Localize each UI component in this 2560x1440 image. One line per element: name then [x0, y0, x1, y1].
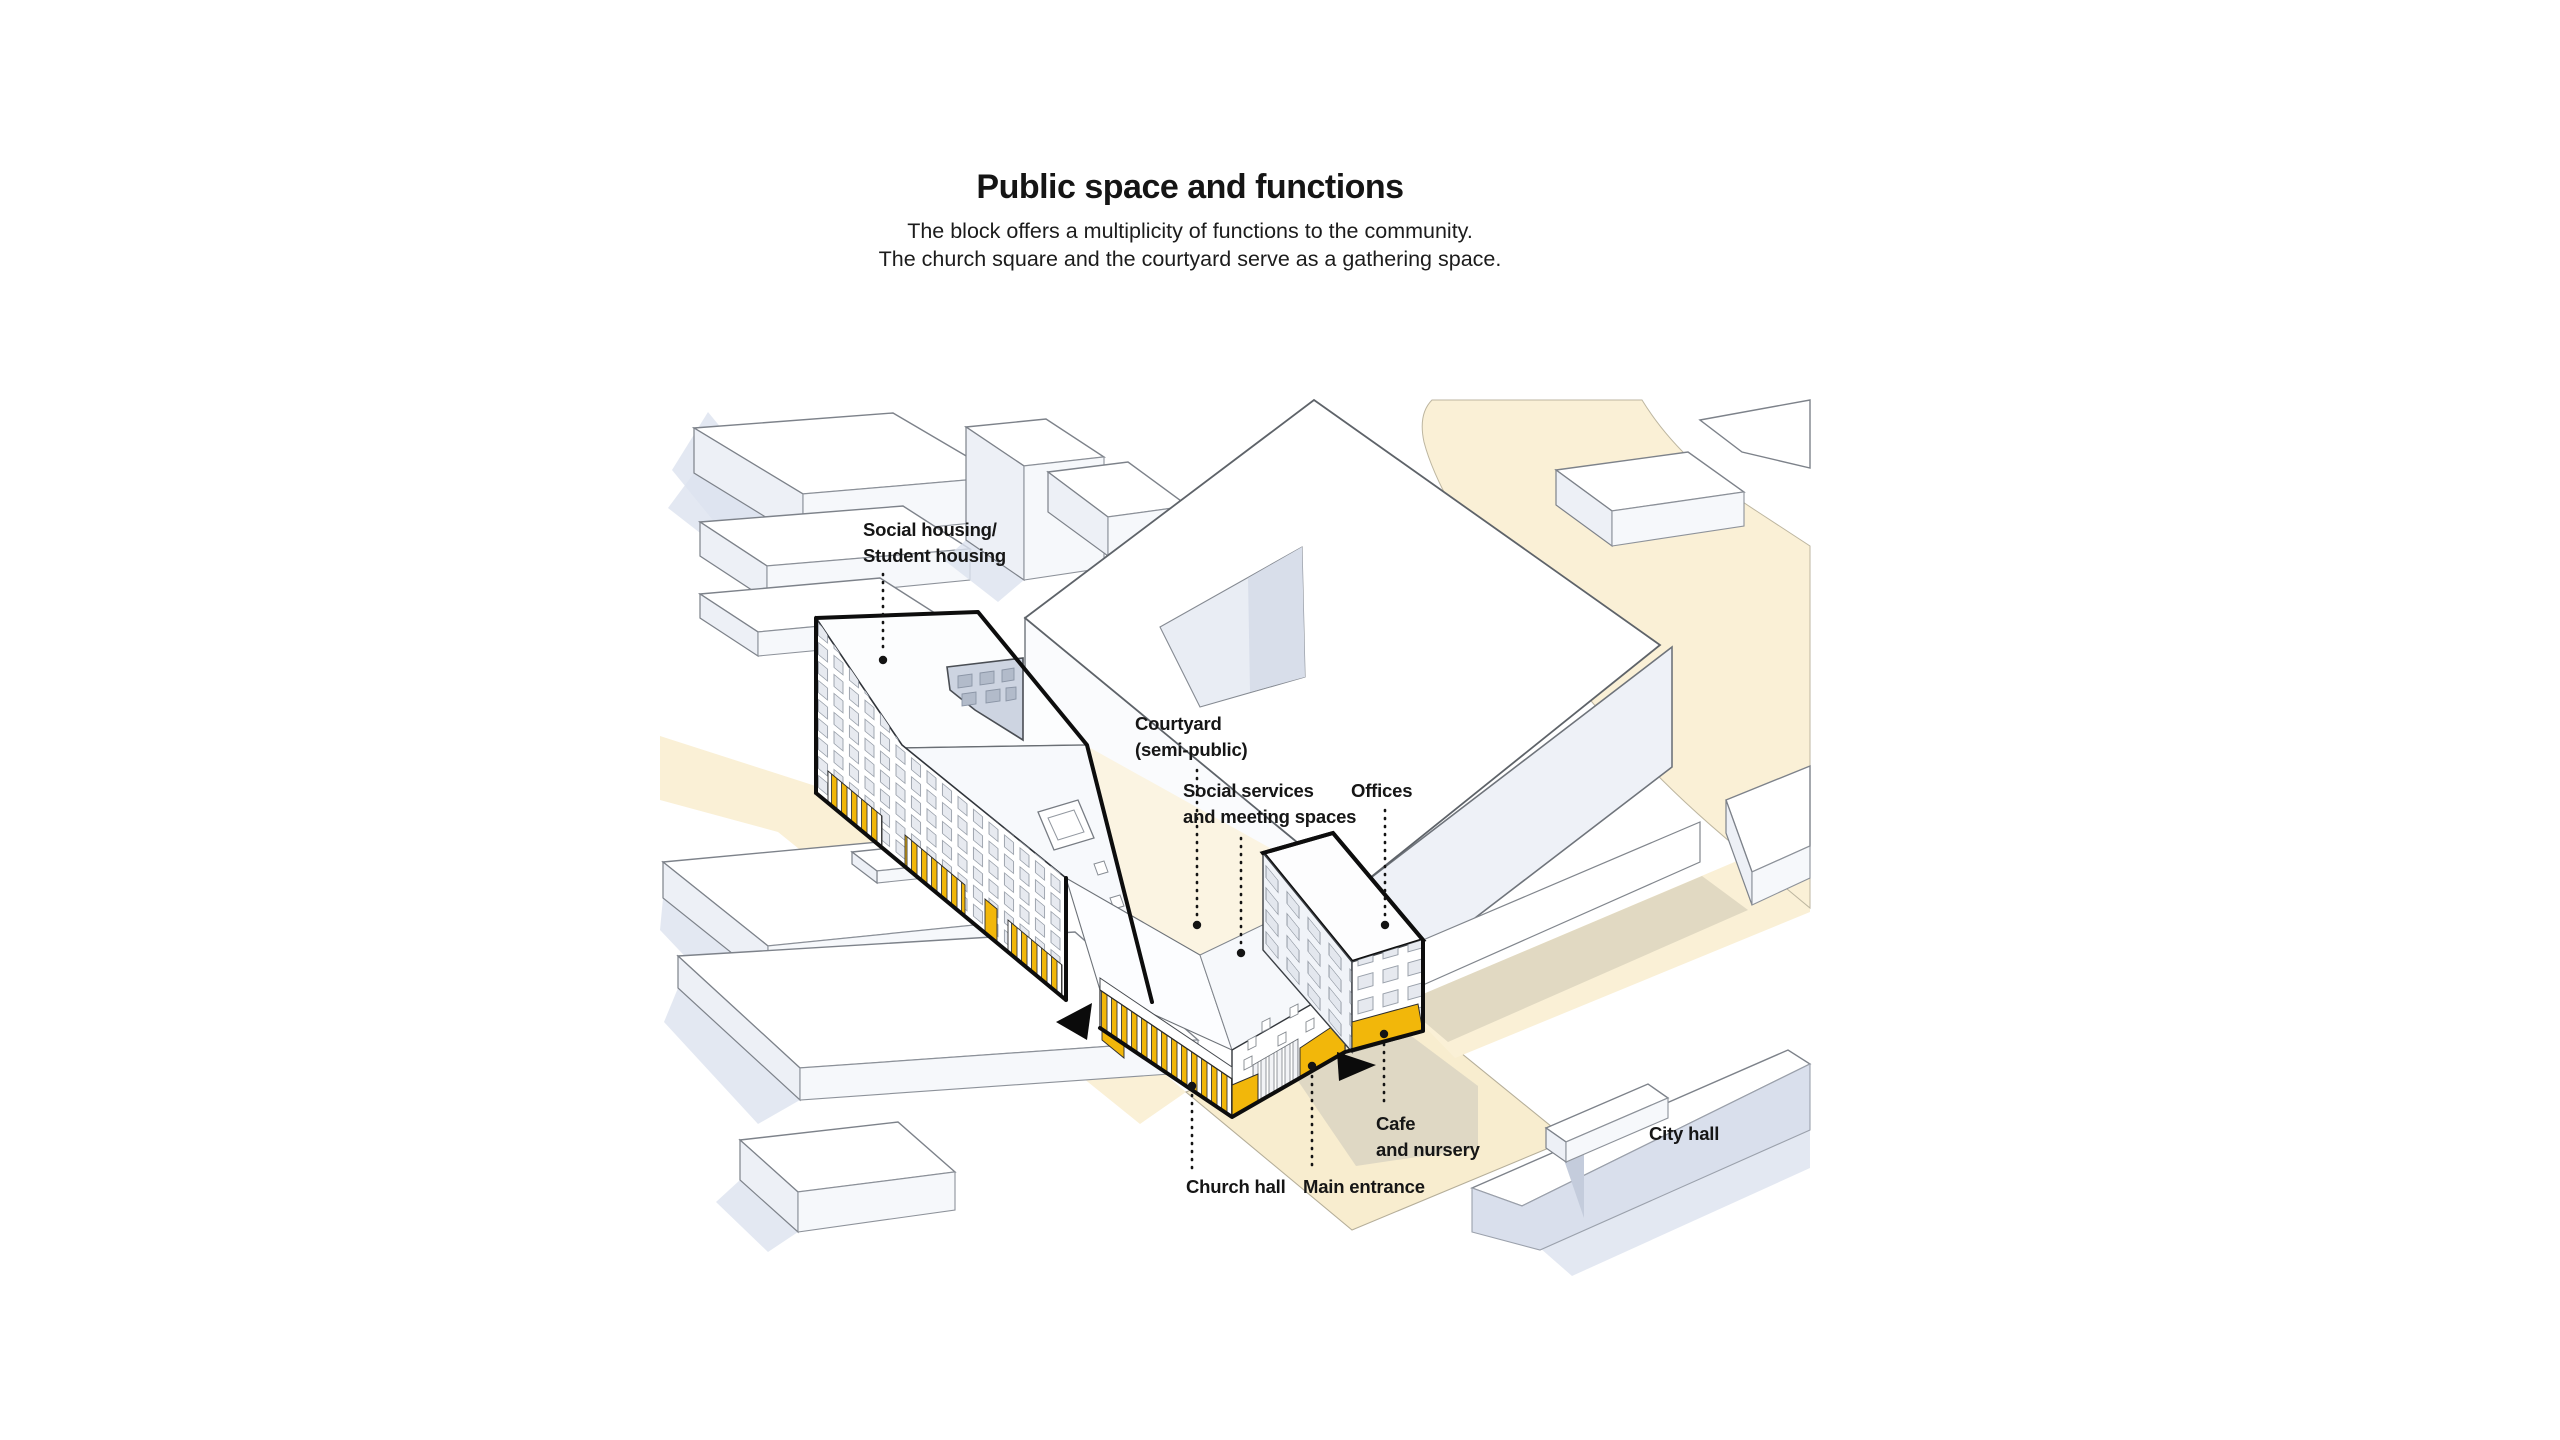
label-social-services-2: and meeting spaces — [1183, 806, 1357, 827]
label-social-housing-2: Student housing — [863, 545, 1006, 566]
label-city-hall: City hall — [1649, 1123, 1720, 1144]
subtitle-line-1: The block offers a multiplicity of functions to the community. — [907, 219, 1473, 243]
label-church-hall: Church hall — [1186, 1176, 1286, 1197]
label-offices: Offices — [1351, 780, 1413, 801]
city-hall-building — [1472, 1050, 1810, 1276]
page-title: Public space and functions — [976, 168, 1404, 206]
label-social-services-1: Social services — [1183, 780, 1314, 801]
subtitle-line-2: The church square and the courtyard serve as a gathering space. — [878, 247, 1502, 271]
label-cafe-2: and nursery — [1376, 1139, 1480, 1160]
label-main-entrance: Main entrance — [1303, 1176, 1425, 1197]
label-courtyard-2: (semi-public) — [1135, 739, 1248, 760]
label-cafe-1: Cafe — [1376, 1113, 1416, 1134]
label-social-housing-1: Social housing/ — [863, 519, 997, 540]
label-courtyard-1: Courtyard — [1135, 713, 1222, 734]
